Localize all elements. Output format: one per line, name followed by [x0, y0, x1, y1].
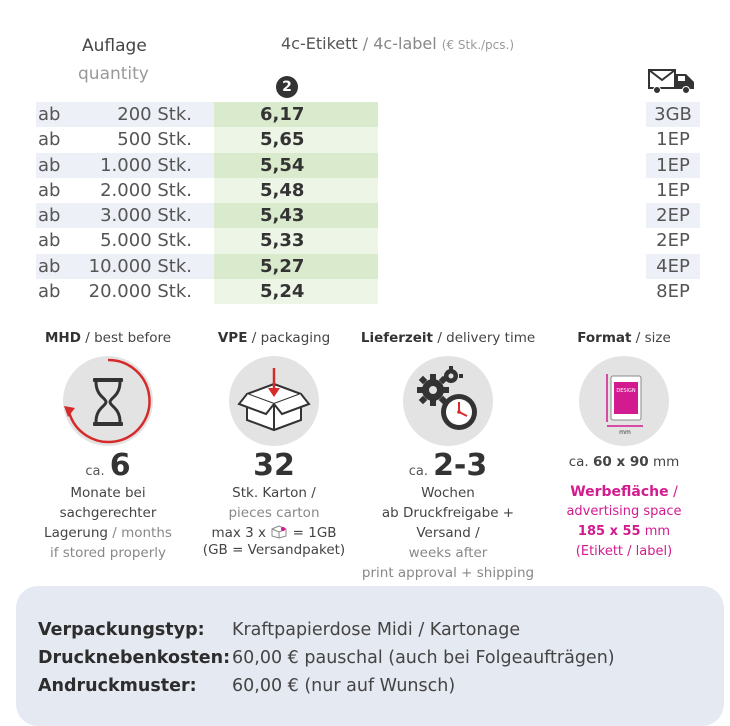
from-label: ab — [38, 129, 61, 151]
label-header-unit: (€ Stk./pcs.) — [441, 38, 515, 52]
label-header — [281, 34, 514, 53]
label-size-icon — [579, 356, 669, 446]
packaging-title: VPE / packaging — [217, 330, 331, 346]
price-cell: 5,54 — [260, 154, 305, 176]
number-badge: 2 — [276, 76, 298, 98]
delivery-line: ab Druckfreigabe + Versand / — [381, 505, 515, 541]
delivery-line: print approval + shipping — [361, 565, 535, 581]
footer-row-costs: Drucknebenkosten: 60,00 € pauschal (auch bei Folgeaufträgen) — [38, 648, 615, 668]
footer-info-panel — [16, 586, 724, 726]
price-table — [36, 102, 700, 304]
packaging-line: Stk. Karton / — [232, 485, 316, 501]
shipping-cell: 2EP — [656, 205, 690, 227]
best-before-line: if stored properly — [49, 545, 167, 561]
from-label: ab — [38, 179, 61, 201]
advertising-line: (Etikett / label) — [575, 544, 673, 559]
table-row — [36, 254, 700, 279]
table-row — [36, 203, 700, 228]
delivery-title: Lieferzeit / delivery time — [360, 330, 536, 346]
table-row — [36, 178, 700, 203]
packaging-line: (GB = Versandpaket) — [202, 542, 346, 558]
table-row — [36, 102, 700, 127]
shipping-cell: 1EP — [656, 154, 690, 176]
advertising-size: 185 x 55 mm — [577, 524, 671, 539]
quantity-cell: 10.000 Stk. — [88, 255, 192, 277]
footer-row-packaging: Verpackungstyp: Kraftpapierdose Midi / Kartonage — [38, 620, 521, 640]
best-before-line: sachgerechter — [59, 505, 157, 521]
advertising-line: advertising space — [566, 504, 682, 519]
hourglass-icon — [63, 356, 153, 446]
format-size: ca. 60 x 90 mm — [568, 454, 680, 470]
quantity-cell: 20.000 Stk. — [88, 281, 192, 303]
label-header-sep: / — [362, 34, 369, 53]
from-label: ab — [38, 281, 61, 303]
delivery-block — [358, 330, 538, 583]
footer-row-proof: Andruckmuster: 60,00 € (nur auf Wunsch) — [38, 676, 456, 696]
delivery-line: Wochen — [421, 485, 475, 501]
shipping-cell: 1EP — [656, 129, 690, 151]
price-cell: 5,65 — [260, 129, 305, 151]
shipping-truck-icon — [648, 66, 696, 94]
svg-text:mm: mm — [619, 429, 631, 436]
label-header-de: 4c-Etikett — [281, 34, 358, 53]
advertising-title: Werbefläche / — [570, 484, 678, 500]
table-row — [36, 228, 700, 253]
table-row — [36, 127, 700, 152]
shipping-cell: 2EP — [656, 230, 690, 252]
best-before-line: Lagerung / months — [44, 525, 172, 541]
box-icon — [229, 356, 319, 446]
label-header-en: 4c-label — [373, 34, 437, 53]
approx-label: ca. — [408, 464, 428, 479]
best-before-value: 6 — [109, 448, 131, 483]
price-cell: 6,17 — [260, 104, 305, 125]
table-row — [36, 279, 700, 304]
packaging-value: 32 — [253, 448, 295, 483]
packaging-block — [184, 330, 364, 557]
quantity-header-en: quantity — [78, 64, 149, 84]
svg-text:DESIGN: DESIGN — [616, 388, 636, 394]
packaging-line: max 3 x = 1GB — [211, 525, 337, 541]
price-cell: 5,33 — [260, 230, 305, 252]
best-before-line: Monate bei — [70, 485, 146, 501]
shipping-cell: 1EP — [656, 179, 690, 201]
shipping-cell: 8EP — [656, 281, 690, 303]
best-before-title: MHD / best before — [44, 330, 172, 346]
from-label: ab — [38, 205, 61, 227]
shipping-cell: 4EP — [656, 255, 690, 277]
price-cell: 5,24 — [260, 281, 305, 303]
gears-clock-icon — [403, 356, 493, 446]
quantity-cell: 500 Stk. — [117, 129, 192, 151]
format-title: Format / size — [577, 330, 671, 346]
delivery-line: weeks after — [408, 545, 488, 561]
price-cell: 5,48 — [260, 179, 305, 201]
package-icon — [270, 525, 288, 539]
from-label: ab — [38, 230, 61, 252]
quantity-cell: 2.000 Stk. — [100, 179, 192, 201]
approx-label: ca. — [85, 464, 105, 479]
price-cell: 5,27 — [260, 255, 305, 277]
quantity-cell: 3.000 Stk. — [100, 205, 192, 227]
packaging-line: pieces carton — [228, 505, 320, 521]
quantity-header-de: Auflage — [82, 36, 147, 56]
quantity-cell: 5.000 Stk. — [100, 230, 192, 252]
format-block — [534, 330, 714, 562]
table-row — [36, 153, 700, 178]
from-label: ab — [38, 104, 61, 125]
quantity-cell: 200 Stk. — [117, 104, 192, 125]
best-before-block — [18, 330, 198, 563]
from-label: ab — [38, 154, 61, 176]
price-cell: 5,43 — [260, 205, 305, 227]
shipping-cell: 3GB — [654, 104, 692, 125]
from-label: ab — [38, 255, 61, 277]
quantity-cell: 1.000 Stk. — [100, 154, 192, 176]
delivery-value: 2-3 — [433, 448, 488, 483]
